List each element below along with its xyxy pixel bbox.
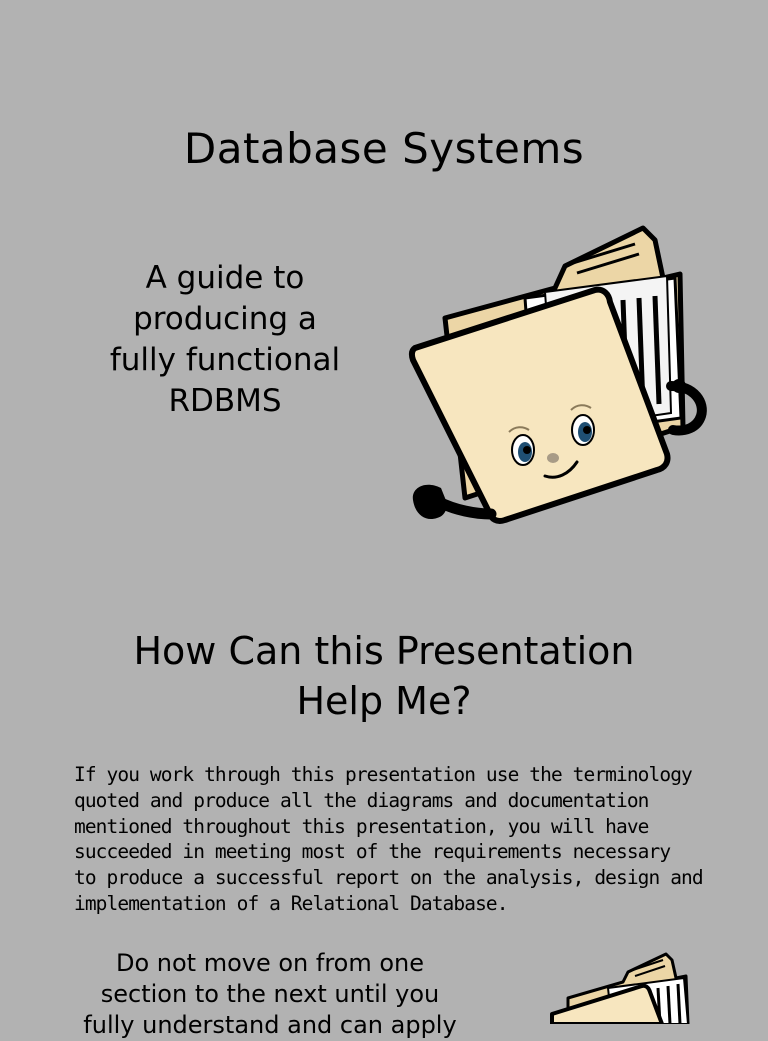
body-line: to produce a successful report on the analysis, design and: [74, 866, 703, 890]
slide-title: Database Systems: [183, 124, 585, 173]
folder-character-icon: [548, 948, 708, 1024]
subtitle-line: A guide to: [145, 260, 305, 296]
section-heading-line: How Can this Presentation: [133, 629, 635, 673]
note-line: Do not move on from one: [115, 949, 425, 977]
note-line: section to the next until you: [100, 980, 440, 1008]
section-heading-line: Help Me?: [296, 679, 472, 723]
section-heading: [0, 626, 768, 726]
folder-character-icon: [405, 218, 720, 538]
subtitle-line: producing a: [133, 301, 317, 337]
note-text: [70, 948, 470, 1041]
body-paragraph: [74, 762, 714, 917]
subtitle-line: RDBMS: [168, 383, 282, 419]
body-line: mentioned throughout this presentation, you will have: [74, 814, 649, 838]
body-line: If you work through this presentation use the terminology: [74, 763, 692, 786]
body-line: implementation of a Relational Database.: [74, 891, 508, 915]
body-line: succeeded in meeting most of the requirements necessary: [74, 840, 671, 864]
subtitle-line: fully functional: [109, 342, 341, 378]
subtitle: [60, 258, 390, 422]
body-line: quoted and produce all the diagrams and documentation: [74, 788, 649, 812]
note-line: fully understand and can apply: [83, 1011, 457, 1039]
